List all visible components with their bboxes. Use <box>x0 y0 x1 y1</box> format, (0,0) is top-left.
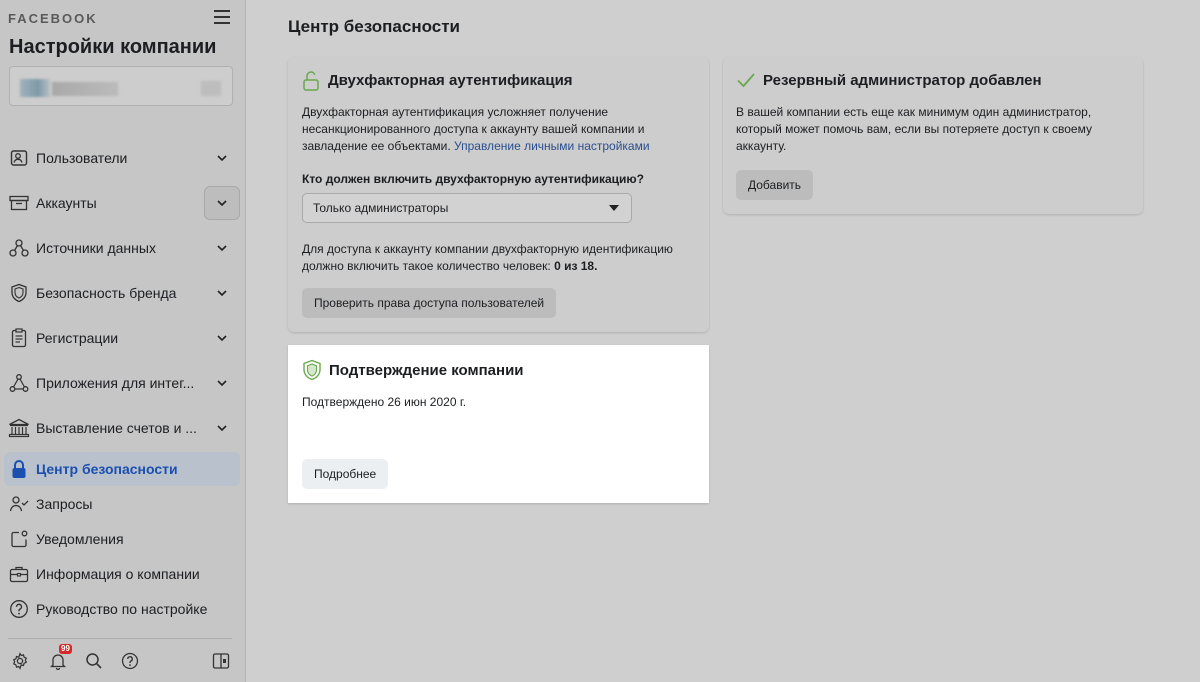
sidebar-item-company-info[interactable] <box>4 557 240 591</box>
integrations-icon <box>8 372 30 394</box>
help-icon <box>8 598 30 620</box>
menu-icon[interactable] <box>214 10 230 24</box>
sidebar-item-label: Безопасность бренда <box>36 285 177 301</box>
unlock-icon <box>302 70 320 97</box>
section-title: Центр безопасности <box>288 17 460 36</box>
chevron-down-icon[interactable] <box>204 231 240 265</box>
caret-down-icon <box>609 205 619 211</box>
sidebar-item-label: Уведомления <box>36 531 124 547</box>
business-account-selector[interactable] <box>9 66 233 106</box>
blurred-account-extra <box>201 81 221 96</box>
verification-status: Подтверждено 26 июн 2020 г. <box>302 395 467 409</box>
manage-personal-settings-link[interactable]: Управление личными настройками <box>454 139 650 153</box>
sidebar-item-security-center[interactable] <box>4 452 240 486</box>
requests-icon <box>8 493 30 515</box>
shield-check-icon <box>302 359 322 386</box>
chevron-down-icon[interactable] <box>204 321 240 355</box>
check-user-access-button[interactable]: Проверить права доступа пользователей <box>302 288 556 318</box>
card-title: Резервный администратор добавлен <box>763 72 1042 89</box>
details-button[interactable]: Подробнее <box>302 459 388 489</box>
clipboard-icon <box>8 327 30 349</box>
company-verification-card <box>288 345 709 503</box>
sidebar <box>0 0 246 682</box>
help-icon[interactable] <box>119 650 141 672</box>
sidebar-item-label: Приложения для интег... <box>36 375 195 391</box>
sidebar-item-notifications[interactable] <box>4 522 240 556</box>
two-factor-requirement-select[interactable] <box>302 193 632 223</box>
accounts-icon <box>8 192 30 214</box>
sidebar-divider <box>8 638 232 639</box>
sidebar-item-label: Выставление счетов и ... <box>36 420 197 436</box>
chevron-down-icon[interactable] <box>204 141 240 175</box>
requirement-count: 0 из 18 <box>554 259 595 273</box>
backup-admin-card <box>723 57 1143 214</box>
panel-toggle-icon[interactable] <box>210 650 232 672</box>
sidebar-item-requests[interactable] <box>4 487 240 521</box>
sidebar-item-integrations[interactable] <box>4 366 240 400</box>
gear-icon[interactable] <box>9 650 31 672</box>
sidebar-item-label: Руководство по настройке <box>36 601 208 617</box>
bell-icon[interactable] <box>47 644 70 672</box>
sidebar-item-label: Пользователи <box>36 150 128 166</box>
sidebar-item-label: Запросы <box>36 496 93 512</box>
checkmark-icon <box>736 71 756 94</box>
card-title: Подтверждение компании <box>329 362 524 379</box>
page-title: Настройки компании <box>9 36 217 58</box>
card-description: Двухфакторная аутентификация усложняет получение несанкционированного доступа к аккаунту вашей компании и завладение ее объектами. Управление личными настройками <box>302 105 650 153</box>
chevron-down-icon[interactable] <box>204 366 240 400</box>
sidebar-item-label: Аккаунты <box>36 195 97 211</box>
chevron-down-icon[interactable] <box>204 411 240 445</box>
chevron-down-icon[interactable] <box>204 276 240 310</box>
bank-icon <box>8 417 30 439</box>
sidebar-item-billing[interactable] <box>4 411 240 445</box>
add-admin-button[interactable]: Добавить <box>736 170 813 200</box>
blurred-account-name <box>52 82 118 96</box>
lock-icon <box>8 458 30 480</box>
sidebar-item-label: Источники данных <box>36 240 156 256</box>
select-value: Только администраторы <box>313 201 449 215</box>
sidebar-item-setup-guide[interactable] <box>4 592 240 626</box>
search-icon[interactable] <box>83 650 105 672</box>
sidebar-item-label: Регистрации <box>36 330 119 346</box>
chevron-down-icon[interactable] <box>204 186 240 220</box>
data-sources-icon <box>8 237 30 259</box>
shield-icon <box>8 282 30 304</box>
notification-icon <box>8 528 30 550</box>
sidebar-footer <box>0 644 246 674</box>
sidebar-item-brand-safety[interactable] <box>4 276 240 310</box>
sidebar-item-accounts[interactable] <box>4 186 240 220</box>
card-title: Двухфакторная аутентификация <box>328 72 573 89</box>
sidebar-item-data-sources[interactable] <box>4 231 240 265</box>
requirement-text: Для доступа к аккаунту компании двухфакторную идентификацию должно включить такое количество человек: 0 из 18. <box>302 242 673 273</box>
briefcase-icon <box>8 563 30 585</box>
sidebar-item-label: Центр безопасности <box>36 461 178 477</box>
sidebar-item-registrations[interactable] <box>4 321 240 355</box>
question-label: Кто должен включить двухфакторную аутентификацию? <box>302 172 644 186</box>
card-description: В вашей компании есть еще как минимум один администратор, который может помочь вам, если вы потеряете доступ к своему аккаунту. <box>736 105 1092 153</box>
sidebar-item-users[interactable] <box>4 141 240 175</box>
brand-logo: FACEBOOK <box>8 11 98 26</box>
notifications-badge: 99 <box>61 644 70 653</box>
two-factor-card <box>288 57 709 332</box>
blurred-account-avatar <box>20 79 50 97</box>
sidebar-item-label: Информация о компании <box>36 566 200 582</box>
users-icon <box>8 147 30 169</box>
